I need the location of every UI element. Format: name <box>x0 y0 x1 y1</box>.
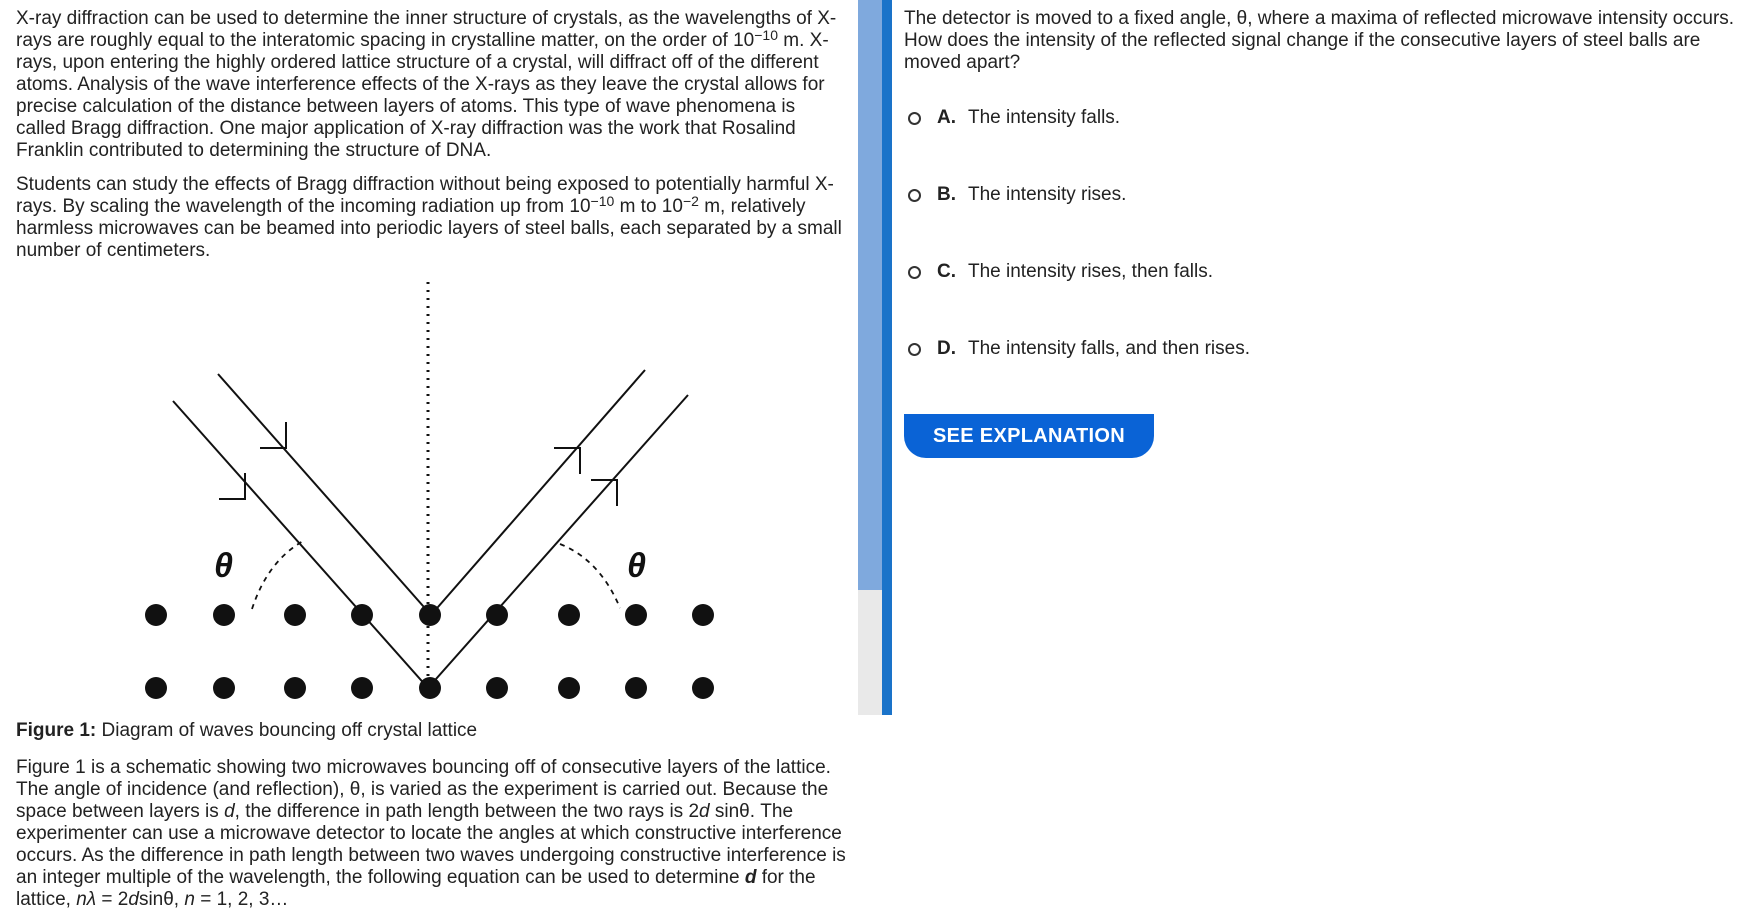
passage-paragraph-2: Students can study the effects of Bragg diffraction without being exposed to potentially harmful X-rays. By scaling the wavelength of the incoming radiation up from $10^{-10}$ m to $10^{-2}$ m, relatively harmless microwaves can be beamed into periodic layers of steel balls, each separated by a small number of centimeters. <box>16 174 842 261</box>
lattice-atom <box>213 677 235 699</box>
option-d[interactable] <box>904 338 1250 360</box>
lattice-atom <box>486 677 508 699</box>
arrowhead-4 <box>591 480 617 506</box>
incoming-ray-lower <box>173 395 688 688</box>
lattice-atom <box>145 677 167 699</box>
angle-arc-left <box>252 540 305 609</box>
lattice-atom <box>145 604 167 626</box>
lattice-atom <box>351 604 373 626</box>
option-a[interactable] <box>904 107 1120 129</box>
scrollbar-track[interactable] <box>882 0 892 715</box>
question-pane <box>904 0 1760 916</box>
passage-pane[interactable] <box>0 0 858 916</box>
option-b[interactable] <box>904 184 1126 206</box>
bragg-diffraction-figure <box>0 270 760 710</box>
figure-caption: Figure 1: Diagram of waves bouncing off crystal lattice <box>16 720 478 741</box>
lattice-atom <box>419 677 441 699</box>
lattice-atom <box>284 677 306 699</box>
lattice-atom <box>213 604 235 626</box>
angle-arc-right <box>560 544 620 608</box>
lattice-atom <box>558 604 580 626</box>
passage-paragraph-1: X-ray diffraction can be used to determine the inner structure of crystals, as the wavelengths of X-rays are roughly equal to the interatomic spacing in crystalline matter, on the order of $10^{-10}$ m. X-rays, upon entering the highly ordered lattice structure of a crystal, will diffract off of the different atoms. Analysis of the wave interference effects of the X-rays as they leave the crystal allows for precise calculation of the distance between layers of atoms. This type of wave phenomena is called Bragg diffraction. One major application of X-ray diffraction was the work that Rosalind Franklin contributed to determining the structure of DNA. <box>16 8 837 161</box>
option-letter: C. <box>937 261 956 282</box>
option-label: The intensity falls, and then rises. <box>968 338 1250 359</box>
lattice-atom <box>351 677 373 699</box>
lattice-atom <box>625 677 647 699</box>
lattice-row-1 <box>145 604 714 626</box>
option-letter: B. <box>937 184 956 205</box>
lattice-atom <box>692 604 714 626</box>
theta-right-label: θ <box>627 547 646 585</box>
option-c[interactable] <box>904 261 1213 283</box>
radio-button[interactable] <box>908 112 921 125</box>
scrollbar-thumb[interactable] <box>858 0 882 590</box>
lattice-atom <box>625 604 647 626</box>
lattice-atom <box>486 604 508 626</box>
passage-paragraph-3: Figure 1 is a schematic showing two microwaves bouncing off of consecutive layers of the lattice. The angle of incidence (and reflection), θ, is varied as the experiment is carried out. Because the space between layers is d, the difference in path length between the two rays is 2d sinθ. The experimenter can use a microwave detector to locate the angles at which constructive interference occurs. As the difference in path length between two waves undergoing constructive interference is an integer multiple of the wavelength, the following equation can be used to determine d for the lattice, nλ = 2dsinθ, n = 1, 2, 3… <box>16 757 846 910</box>
lattice-atom <box>558 677 580 699</box>
incoming-ray-upper <box>218 370 645 615</box>
theta-left-label: θ <box>214 547 233 585</box>
figure-label: Figure 1: <box>16 720 97 741</box>
option-letter: D. <box>937 338 956 359</box>
option-label: The intensity rises, then falls. <box>968 261 1213 282</box>
option-label: The intensity rises. <box>968 184 1127 205</box>
lattice-atom <box>419 604 441 626</box>
radio-button[interactable] <box>908 266 921 279</box>
question-text: The detector is moved to a fixed angle, θ, where a maxima of reflected microwave intensity occurs. How does the intensity of the reflected signal change if the consecutive layers of steel balls are moved apart? <box>904 8 1735 73</box>
option-label: The intensity falls. <box>968 107 1121 128</box>
option-letter: A. <box>937 107 956 128</box>
radio-button[interactable] <box>908 189 921 202</box>
lattice-atom <box>284 604 306 626</box>
lattice-row-2 <box>145 677 714 699</box>
lattice-atom <box>692 677 714 699</box>
radio-button[interactable] <box>908 343 921 356</box>
see-explanation-button[interactable]: SEE EXPLANATION <box>904 414 1154 458</box>
